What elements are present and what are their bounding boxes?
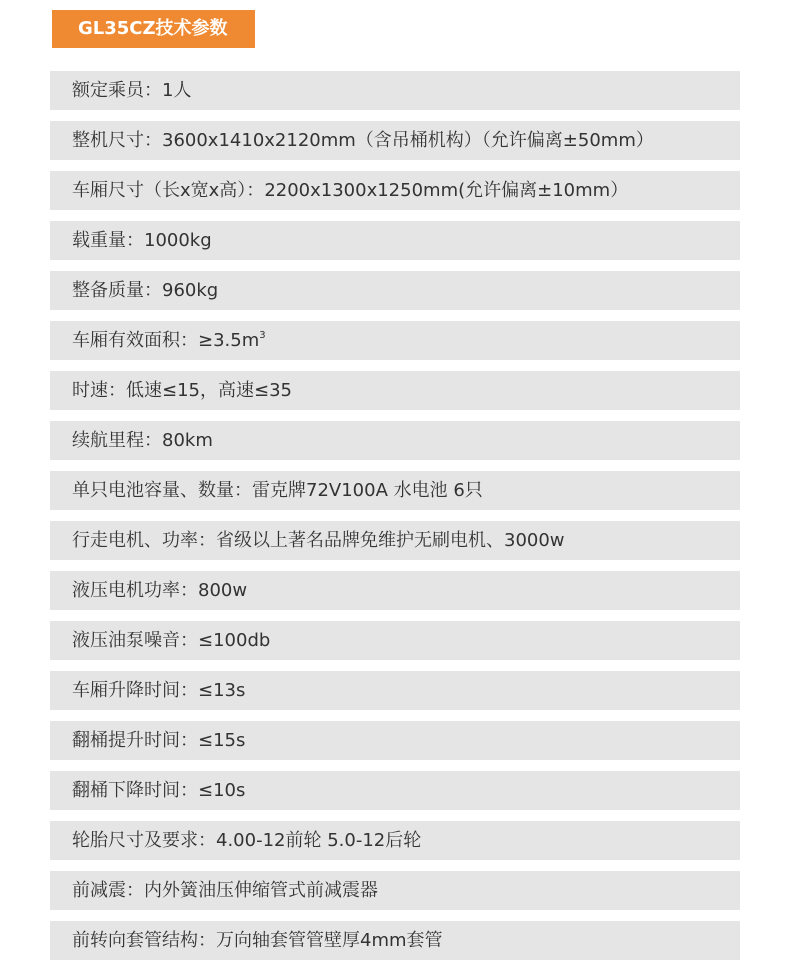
spec-label: 液压电机功率： bbox=[72, 580, 198, 601]
spec-label: 行走电机、功率： bbox=[72, 530, 216, 551]
spec-list bbox=[50, 71, 740, 971]
spec-label: 时速： bbox=[72, 380, 126, 401]
spec-label: 单只电池容量、数量： bbox=[72, 480, 252, 501]
spec-label: 前转向套管结构： bbox=[72, 930, 216, 951]
spec-value: 雷克牌72V100A 水电池 6只 bbox=[252, 480, 483, 501]
spec-row-hydraulic-motor bbox=[50, 571, 740, 610]
spec-value: 4.00-12前轮 5.0-12后轮 bbox=[216, 830, 422, 851]
spec-label: 车厢有效面积： bbox=[72, 330, 198, 351]
spec-row-speed bbox=[50, 371, 740, 410]
spec-value: ≤15s bbox=[198, 730, 246, 751]
spec-row-compartment-dimensions bbox=[50, 171, 740, 210]
spec-row-bin-lower-time bbox=[50, 771, 740, 810]
spec-label: 液压油泵噪音： bbox=[72, 630, 198, 651]
spec-value: 3600x1410x2120mm（含吊桶机构）（允许偏离±50mm） bbox=[162, 130, 654, 151]
spec-value: 80km bbox=[162, 430, 213, 451]
spec-label: 前减震： bbox=[72, 880, 144, 901]
spec-label: 轮胎尺寸及要求： bbox=[72, 830, 216, 851]
spec-value: ≤13s bbox=[198, 680, 246, 701]
spec-row-compartment-lift-time bbox=[50, 671, 740, 710]
spec-row-drive-motor bbox=[50, 521, 740, 560]
spec-value-superscript: 3 bbox=[259, 330, 266, 341]
spec-row-bin-lift-time bbox=[50, 721, 740, 760]
spec-value: 内外簧油压伸缩管式前减震器 bbox=[144, 880, 378, 901]
spec-label: 额定乘员： bbox=[72, 80, 162, 101]
spec-row-overall-dimensions bbox=[50, 121, 740, 160]
spec-row-tires bbox=[50, 821, 740, 860]
spec-value: ≤100db bbox=[198, 630, 271, 651]
spec-value: 1人 bbox=[162, 80, 192, 101]
spec-row-curb-weight bbox=[50, 271, 740, 310]
spec-label: 车厢尺寸（长x宽x高）： bbox=[72, 180, 265, 201]
spec-value: 960kg bbox=[162, 280, 219, 301]
spec-label: 续航里程： bbox=[72, 430, 162, 451]
spec-label: 翻桶下降时间： bbox=[72, 780, 198, 801]
spec-value: 万向轴套管管壁厚4mm套管 bbox=[216, 930, 443, 951]
spec-row-front-suspension bbox=[50, 871, 740, 910]
spec-value: 省级以上著名品牌免维护无刷电机、3000w bbox=[216, 530, 565, 551]
spec-label: 翻桶提升时间： bbox=[72, 730, 198, 751]
spec-label: 整机尺寸： bbox=[72, 130, 162, 151]
spec-row-steering-sleeve bbox=[50, 921, 740, 960]
spec-value: 2200x1300x1250mm(允许偏离±10mm） bbox=[264, 180, 629, 201]
spec-row-load-capacity bbox=[50, 221, 740, 260]
spec-row-range bbox=[50, 421, 740, 460]
section-title: GL35CZ技术参数 bbox=[78, 18, 228, 39]
spec-row-effective-volume bbox=[50, 321, 740, 360]
spec-value: 1000kg bbox=[144, 230, 212, 251]
section-title-tab bbox=[52, 10, 255, 48]
spec-label: 载重量： bbox=[72, 230, 144, 251]
spec-label: 整备质量： bbox=[72, 280, 162, 301]
spec-value: 800w bbox=[198, 580, 248, 601]
spec-row-rated-occupants bbox=[50, 71, 740, 110]
spec-value: ≤10s bbox=[198, 780, 246, 801]
spec-value: 低速≤15，高速≤35 bbox=[126, 380, 292, 401]
spec-value: ≥3.5m bbox=[198, 330, 260, 351]
spec-row-pump-noise bbox=[50, 621, 740, 660]
spec-label: 车厢升降时间： bbox=[72, 680, 198, 701]
spec-row-battery bbox=[50, 471, 740, 510]
